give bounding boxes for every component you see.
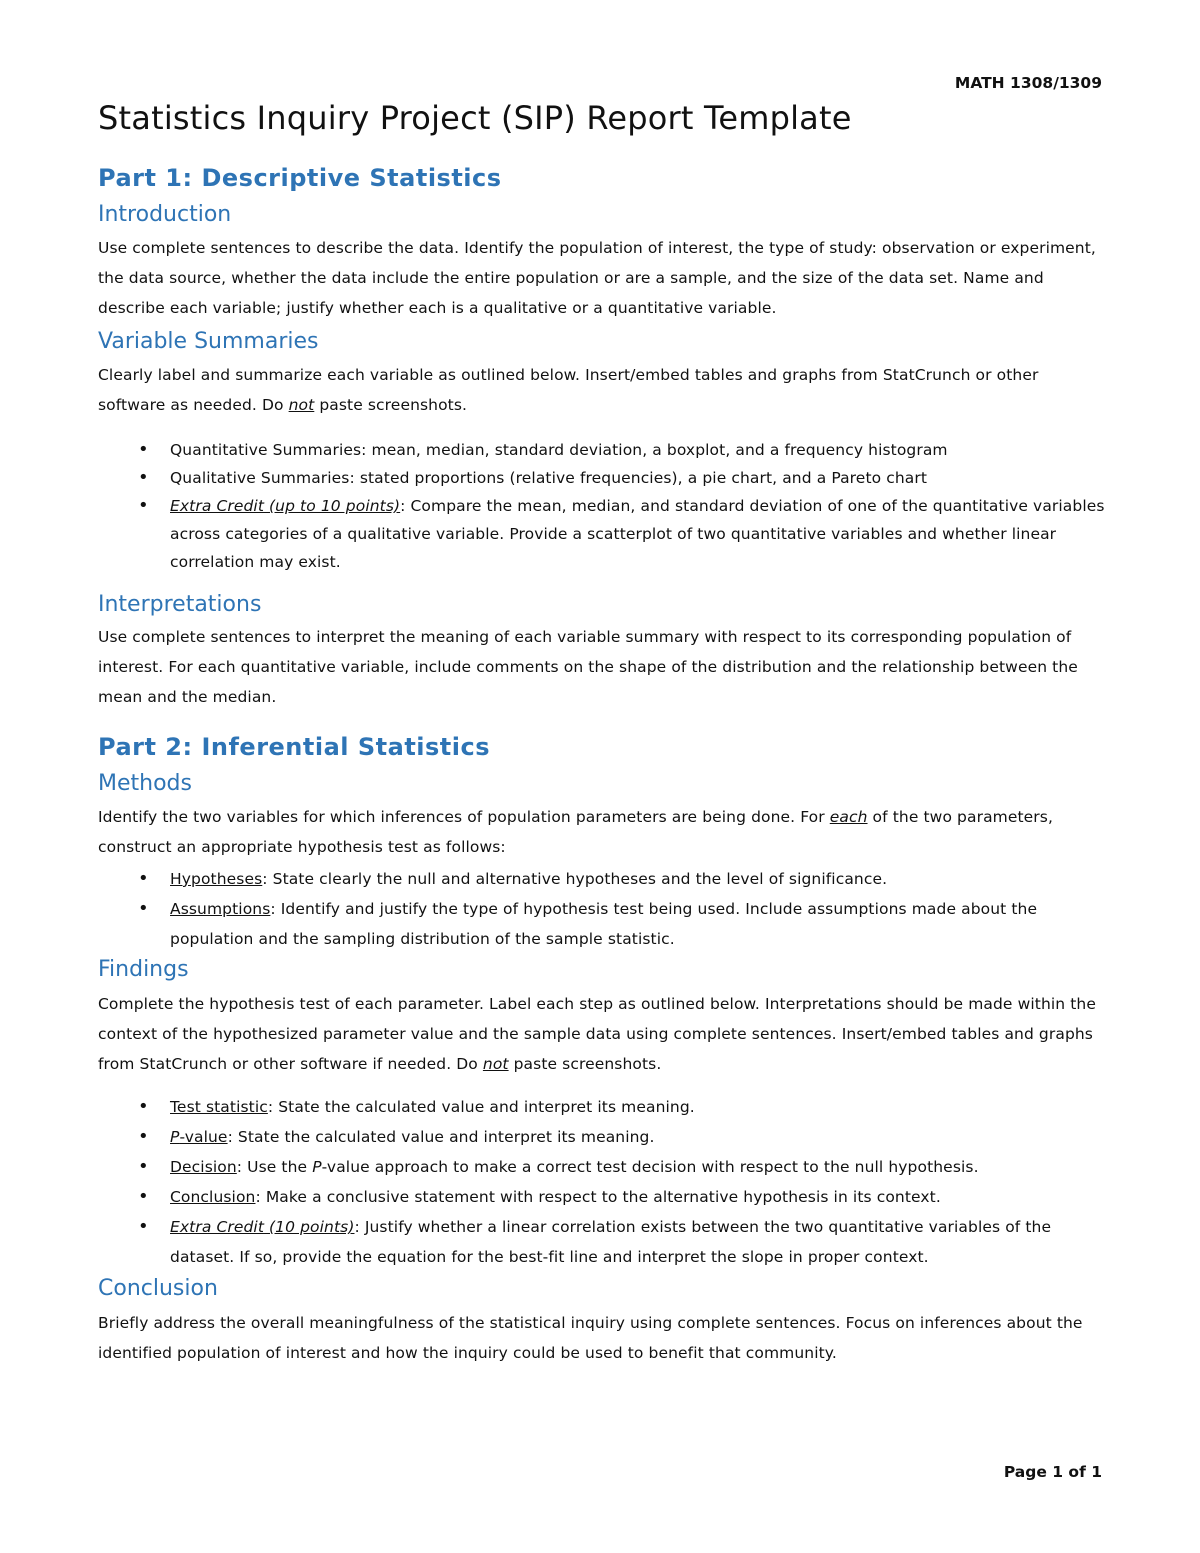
findings-heading: Findings	[98, 957, 189, 982]
methods-body	[98, 802, 1078, 862]
findings-bullets	[98, 1092, 1108, 1272]
emphasis-not: not	[482, 1055, 509, 1073]
bullet-icon: •	[138, 1186, 149, 1207]
bullet-icon: •	[138, 467, 149, 488]
bullet-icon: •	[138, 1096, 149, 1117]
variable-summaries-text: Clearly label and summarize each variable as outlined below. Insert/embed tables and graphs from StatCrunch or other software as needed. Do not paste screenshots.	[98, 366, 1039, 414]
conclusion-section	[98, 1276, 1098, 1301]
variable-summaries-bullets	[98, 436, 1108, 576]
bullet-icon: •	[138, 1216, 149, 1237]
p-value-label: P-value	[170, 1128, 228, 1146]
interpretations-heading: Interpretations	[98, 592, 262, 617]
introduction-text: Use complete sentences to describe the data. Identify the population of interest, the type of study: observation or experiment, the data source, whether the data include the entire population or are a sample, and the size of the data set. Name and describe each variable; justify whether each is a qualitative or a quantitative variable.	[98, 239, 1096, 317]
bullet-icon: •	[138, 868, 149, 889]
extra-credit-label: Extra Credit (up to 10 points)	[170, 497, 401, 515]
methods-heading: Methods	[98, 771, 192, 796]
list-item: • Assumptions: Identify and justify the type of hypothesis test being used. Include assumptions made about the population and the sampling distribution of the sample statistic.	[98, 894, 1108, 954]
decision-label: Decision	[170, 1158, 237, 1176]
introduction-heading: Introduction	[98, 202, 232, 227]
list-item: • Qualitative Summaries: stated proportions (relative frequencies), a pie chart, and a Pareto chart	[98, 464, 1108, 492]
bullet-icon: •	[138, 495, 149, 516]
bullet-icon: •	[138, 1156, 149, 1177]
page-title: Statistics Inquiry Project (SIP) Report Template	[98, 99, 852, 137]
test-statistic-label: Test statistic	[170, 1098, 268, 1116]
conclusion-body	[98, 1308, 1098, 1368]
course-header: MATH 1308/1309	[954, 74, 1102, 92]
list-item: • P-value: State the calculated value and interpret its meaning.	[98, 1122, 1108, 1152]
part1-heading-block	[98, 164, 1098, 192]
findings-body	[98, 989, 1098, 1079]
part2-heading-block	[98, 733, 1098, 761]
list-item: • Decision: Use the P-value approach to make a correct test decision with respect to the null hypothesis.	[98, 1152, 1108, 1182]
extra-credit-label: Extra Credit (10 points)	[170, 1218, 355, 1236]
methods-text: Identify the two variables for which inferences of population parameters are being done. For each of the two parameters, construct an appropriate hypothesis test as follows:	[98, 808, 1053, 856]
list-item: • Quantitative Summaries: mean, median, standard deviation, a boxplot, and a frequency histogram	[98, 436, 1108, 464]
page-number: Page 1 of 1	[1003, 1463, 1102, 1481]
bullet-icon: •	[138, 1126, 149, 1147]
conclusion-label: Conclusion	[170, 1188, 256, 1206]
part2-heading: Part 2: Inferential Statistics	[98, 733, 491, 761]
bullet-icon: •	[138, 439, 149, 460]
introduction-body	[98, 233, 1102, 323]
findings-section	[98, 957, 1098, 982]
findings-text: Complete the hypothesis test of each parameter. Label each step as outlined below. Interpretations should be made within the context of the hypothesized parameter value and the sample data using complete sentences. Insert/embed tables and graphs from StatCrunch or other software if needed. Do not paste screenshots.	[98, 995, 1096, 1073]
methods-bullets	[98, 864, 1108, 954]
conclusion-heading: Conclusion	[98, 1276, 218, 1301]
list-item: • Extra Credit (10 points): Justify whether a linear correlation exists between the two quantitative variables of the dataset. If so, provide the equation for the best-fit line and interpret the slope in proper context.	[98, 1212, 1108, 1272]
conclusion-text: Briefly address the overall meaningfulness of the statistical inquiry using complete sentences. Focus on inferences about the identified population of interest and how the inquiry could be used to benefit that community.	[98, 1314, 1083, 1362]
emphasis-each: each	[829, 808, 868, 826]
introduction-section	[98, 202, 1098, 227]
assumptions-label: Assumptions	[170, 900, 271, 918]
list-item: • Extra Credit (up to 10 points): Compare the mean, median, and standard deviation of one of the quantitative variables across categories of a qualitative variable. Provide a scatterplot of two quantitative variables and whether linear correlation may exist.	[98, 492, 1108, 576]
interpretations-body	[98, 622, 1098, 712]
interpretations-section	[98, 592, 1098, 617]
interpretations-text: Use complete sentences to interpret the meaning of each variable summary with respect to its corresponding population of interest. For each quantitative variable, include comments on the shape of the distribution and the relationship between the mean and the median.	[98, 628, 1078, 706]
emphasis-not: not	[288, 396, 315, 414]
variable-summaries-body	[98, 360, 1098, 420]
variable-summaries-section	[98, 329, 1098, 354]
part1-heading: Part 1: Descriptive Statistics	[98, 164, 502, 192]
hypotheses-label: Hypotheses	[170, 870, 263, 888]
methods-section	[98, 771, 1098, 796]
list-item: • Test statistic: State the calculated value and interpret its meaning.	[98, 1092, 1108, 1122]
list-item: • Conclusion: Make a conclusive statement with respect to the alternative hypothesis in its context.	[98, 1182, 1108, 1212]
list-item: • Hypotheses: State clearly the null and alternative hypotheses and the level of significance.	[98, 864, 1108, 894]
variable-summaries-heading: Variable Summaries	[98, 329, 319, 354]
bullet-icon: •	[138, 898, 149, 919]
